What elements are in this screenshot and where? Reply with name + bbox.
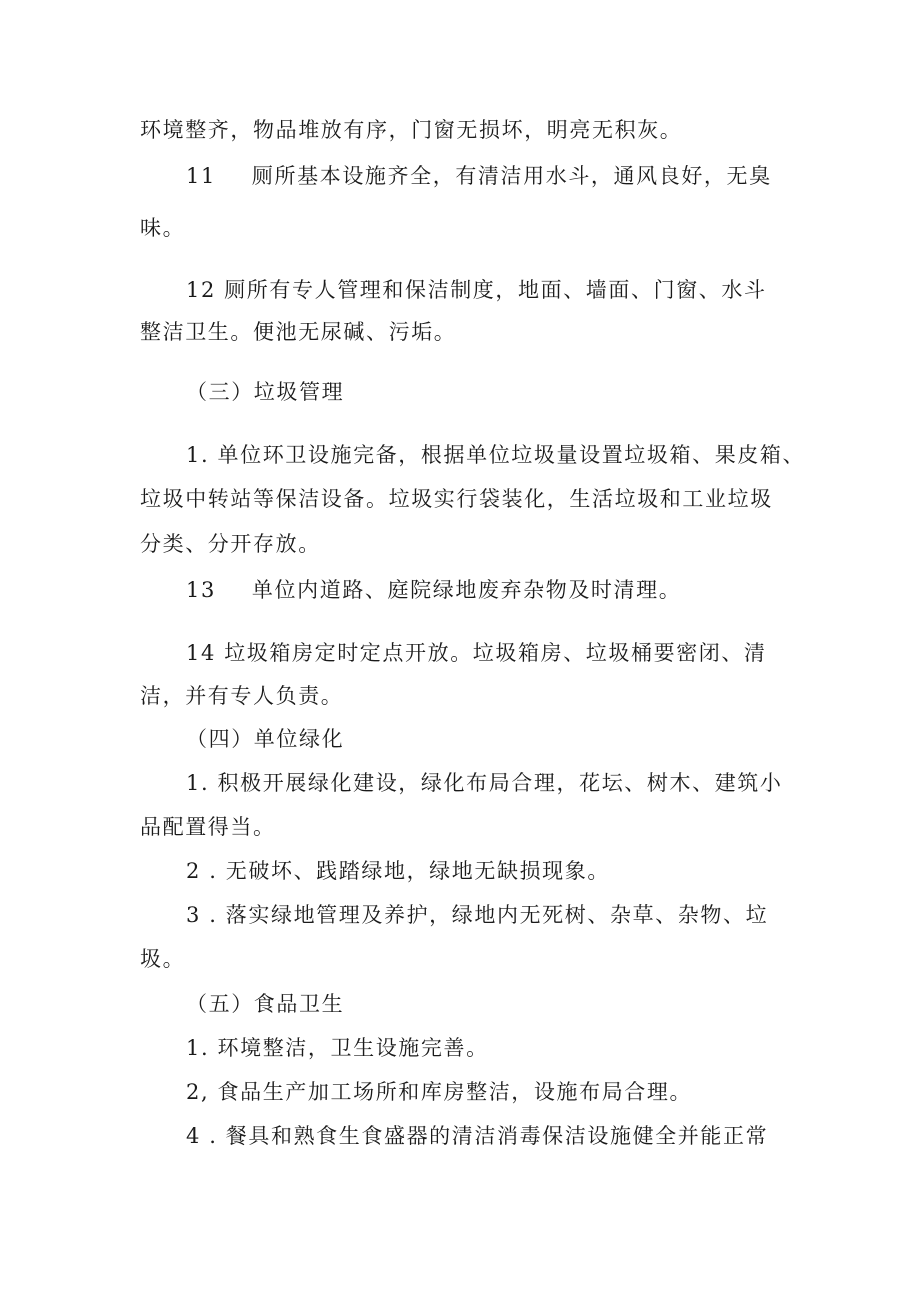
text-line: 分类、分开存放。 — [140, 532, 321, 556]
item-text: 单位内道路、庭院绿地废弃杂物及时清理。 — [251, 578, 682, 602]
text-line: 环境整齐，物品堆放有序，门窗无损坏，明亮无积灰。 — [140, 118, 683, 142]
text-line: 2 . 无破坏、践踏绿地，绿地无缺损现象。 — [186, 859, 610, 883]
text-line: 圾。 — [140, 947, 186, 971]
text-line: 2, 食品生产加工场所和库房整洁，设施布局合理。 — [186, 1080, 693, 1104]
text-line: 1. 积极开展绿化建设，绿化布局合理，花坛、树木、建筑小 — [186, 771, 783, 795]
text-line: 味。 — [140, 216, 186, 240]
item-number: 13 — [186, 578, 216, 602]
text-line: 14 垃圾箱房定时定点开放。垃圾箱房、垃圾桶要密闭、清 — [186, 641, 767, 665]
text-line: 3 . 落实绿地管理及养护，绿地内无死树、杂草、杂物、垃 — [186, 903, 769, 927]
text-line: 1. 环境整洁，卫生设施完善。 — [186, 1036, 489, 1060]
text-line: 垃圾中转站等保洁设备。垃圾实行袋装化，生活垃圾和工业垃圾 — [140, 487, 773, 511]
section-heading: （四）单位绿化 — [186, 727, 345, 751]
text-line: 12 厕所有专人管理和保洁制度，地面、墙面、门窗、水斗 — [186, 278, 767, 302]
text-line — [0, 576, 920, 604]
text-line: 品配置得当。 — [140, 815, 276, 839]
text-line: 整洁卫生。便池无尿碱、污垢。 — [140, 320, 457, 344]
text-line: 洁，并有专人负责。 — [140, 684, 344, 708]
item-number: 11 — [186, 164, 216, 188]
text-line: 1. 单位环卫设施完备，根据单位垃圾量设置垃圾箱、果皮箱、 — [186, 443, 806, 467]
item-text: 厕所基本设施齐全，有清洁用水斗，通风良好，无臭 — [251, 164, 772, 188]
section-heading: （五）食品卫生 — [186, 992, 345, 1016]
section-heading: （三）垃圾管理 — [186, 380, 345, 404]
text-line — [0, 162, 920, 190]
text-line: 4 . 餐具和熟食生食盛器的清洁消毒保洁设施健全并能正常 — [186, 1124, 769, 1148]
